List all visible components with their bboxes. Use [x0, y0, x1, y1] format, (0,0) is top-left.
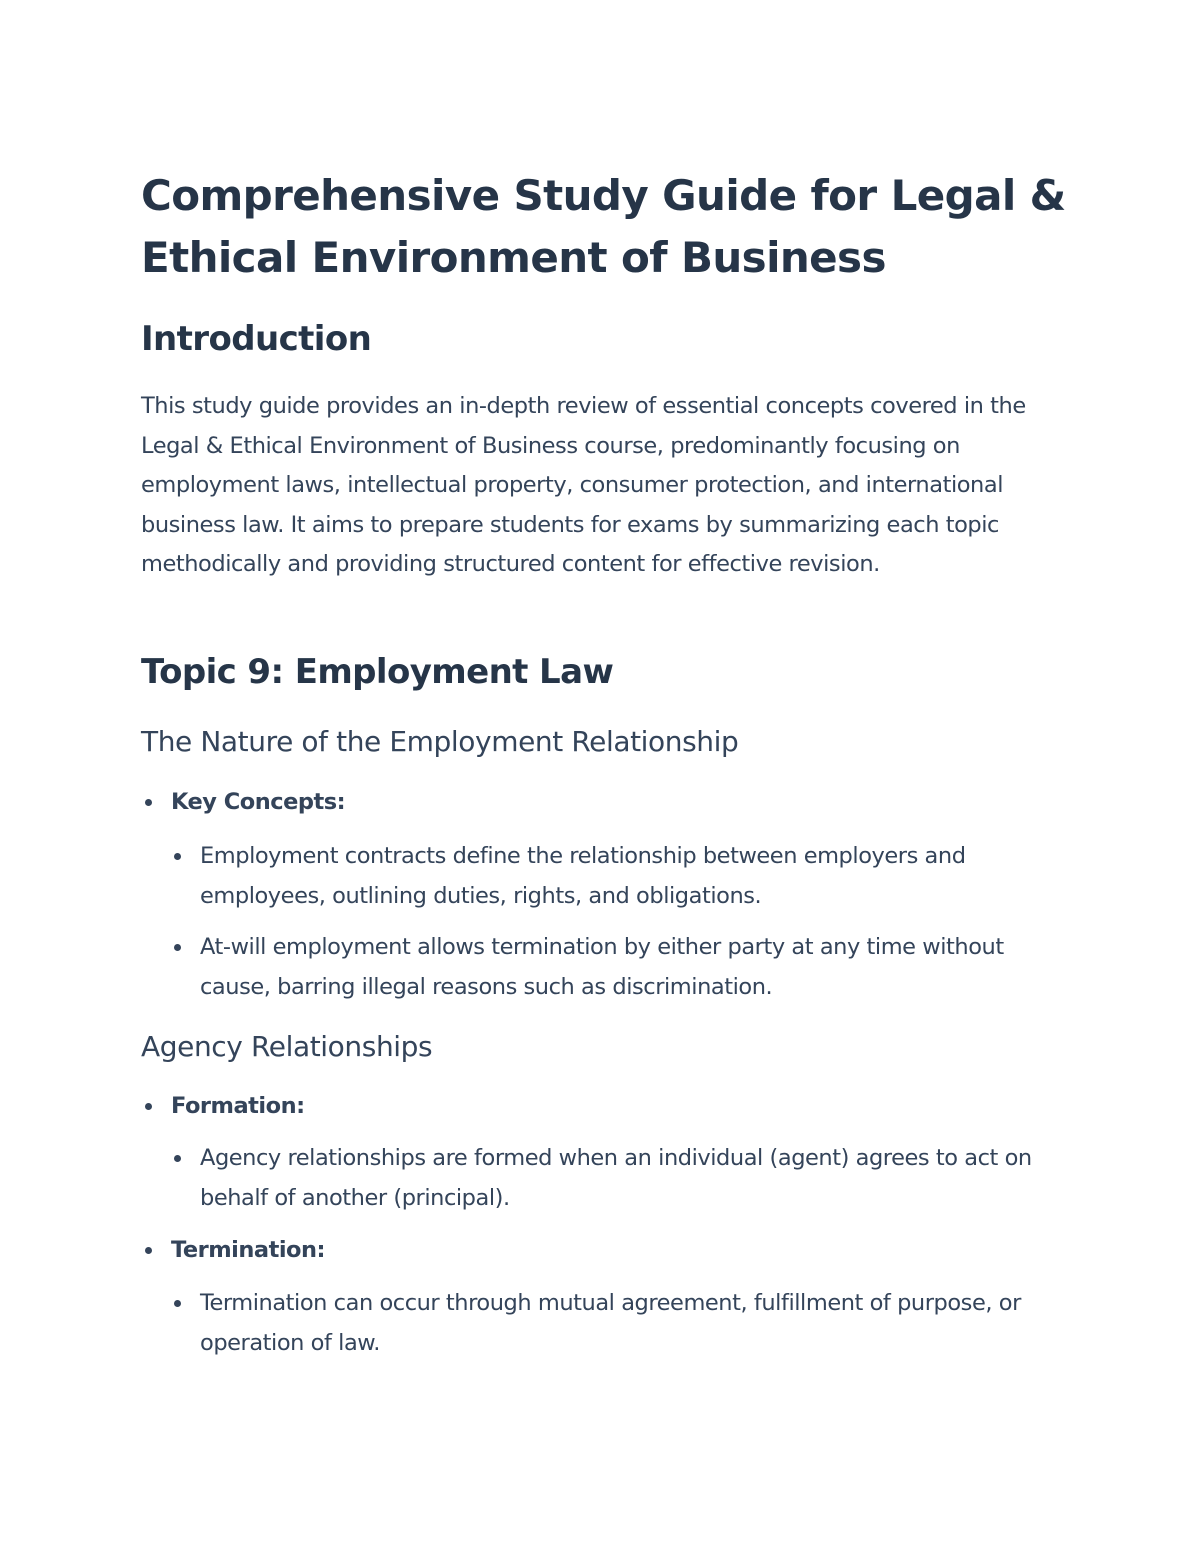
bullet-dot — [145, 799, 152, 806]
agency-relationships-heading: Agency Relationships — [141, 1030, 433, 1063]
bullet-dot — [145, 1103, 152, 1110]
bullet-dot — [145, 1247, 152, 1254]
bullet-dot — [174, 944, 181, 951]
formation-label: Formation: — [171, 1093, 305, 1119]
introduction-heading: Introduction — [141, 319, 372, 359]
document-title: Comprehensive Study Guide for Legal & Ethical Environment of Business — [141, 171, 1066, 282]
list-item-text: At-will employment allows termination by either party at any time without cause, barring illegal reasons such as discrimination. — [200, 934, 1004, 1000]
bullet-dot — [174, 1300, 181, 1307]
list-item-text: Employment contracts define the relationship between employers and employees, outlining duties, rights, and obligations. — [200, 843, 966, 909]
bullet-dot — [174, 1155, 181, 1162]
list-item-text: Agency relationships are formed when an individual (agent) agrees to act on behalf of another (principal). — [200, 1145, 1032, 1211]
introduction-paragraph: This study guide provides an in-depth review of essential concepts covered in the Legal & Ethical Environment of Business course, predominantly focusing on employment laws, intellectual property, consumer protection, and international business law. It aims to prepare students for exams by summarizing each topic methodically and providing structured content for effective revision. — [141, 393, 1026, 577]
list-item-text: Termination can occur through mutual agreement, fulfillment of purpose, or operation of law. — [200, 1290, 1021, 1356]
termination-label: Termination: — [171, 1237, 326, 1263]
employment-relationship-heading: The Nature of the Employment Relationship — [141, 725, 739, 758]
key-concepts-label: Key Concepts: — [171, 789, 346, 815]
topic-9-heading: Topic 9: Employment Law — [141, 652, 614, 692]
bullet-dot — [174, 853, 181, 860]
